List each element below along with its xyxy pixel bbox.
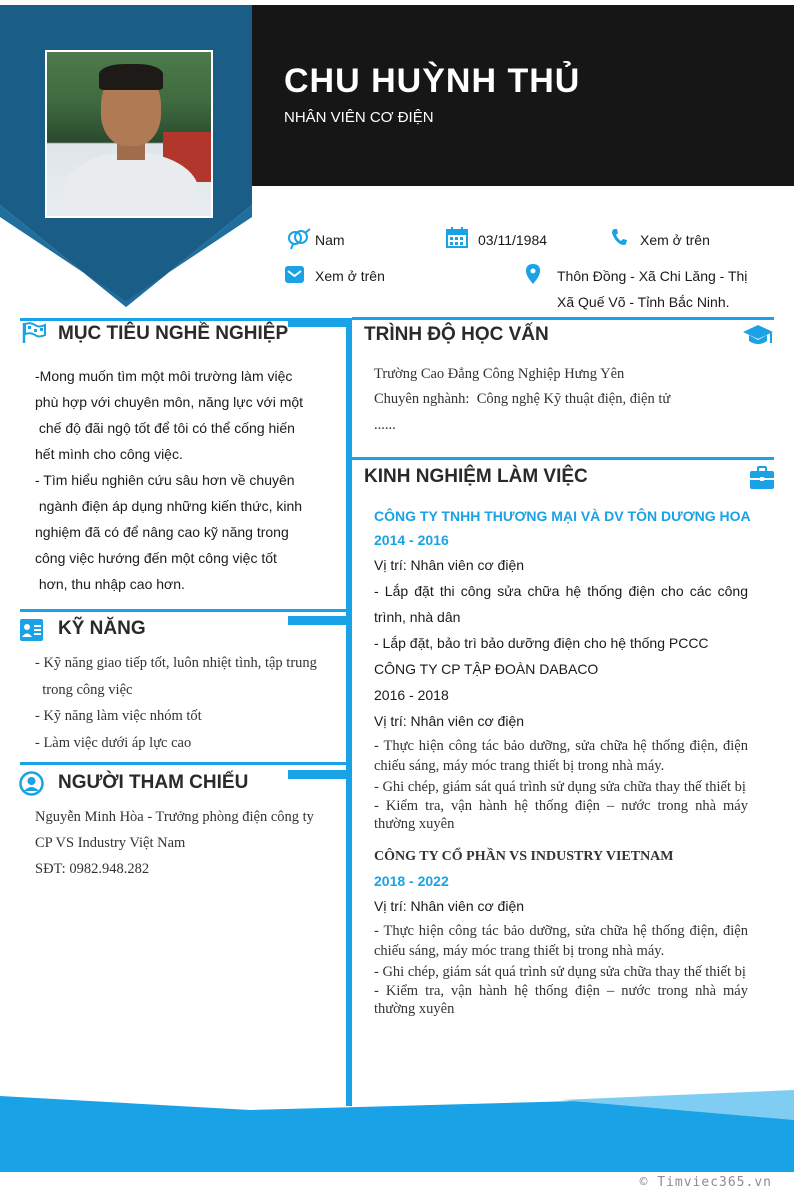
education-line: ......	[374, 417, 396, 433]
skills-accent-bar	[288, 616, 346, 625]
work-period: 2018 - 2022	[374, 873, 449, 889]
references-line: Nguyễn Minh Hòa - Trưởng phòng điện công ty	[35, 809, 314, 825]
references-line: SĐT: 0982.948.282	[35, 861, 150, 877]
objective-title: MỤC TIÊU NGHỀ NGHIỆP	[58, 323, 289, 344]
id-card-icon	[20, 619, 43, 641]
work-duty: - Lắp đặt thi công sửa chữa hệ thống điện cho các công trình, nhà dân	[374, 583, 748, 625]
skills-line: - Làm việc dưới áp lực cao	[35, 735, 192, 751]
education-title: TRÌNH ĐỘ HỌC VẤN	[364, 324, 549, 345]
copyright-text: © Timviec365.vn	[639, 1175, 772, 1190]
objective-line: hết mình cho công việc.	[35, 446, 183, 462]
company-name: CÔNG TY CP TẬP ĐOÀN DABACO	[374, 661, 599, 677]
education-rule	[352, 317, 774, 320]
objective-line: -Mong muốn tìm một môi trường làm việc	[35, 368, 293, 384]
objective-line: công việc hướng đến một công việc tốt	[35, 550, 277, 566]
company-name: CÔNG TY TNHH THƯƠNG MẠI VÀ DV TÔN DƯƠNG HOA	[374, 508, 751, 524]
skills-title: KỸ NĂNG	[58, 618, 146, 639]
footer-band	[0, 1090, 794, 1172]
education-line: Chuyên nghành: Công nghệ Kỹ thuật điện, điện tử	[374, 391, 671, 407]
work-position: Vị trí: Nhân viên cơ điện	[374, 557, 525, 573]
objective-line: - Tìm hiểu nghiên cứu sâu hơn về chuyên	[35, 472, 295, 488]
candidate-name: CHU HUỲNH THỦ	[284, 62, 581, 100]
contact-birthdate: 03/11/1984	[478, 232, 548, 248]
work-position: Vị trí: Nhân viên cơ điện	[374, 713, 525, 729]
work-duty: - Thực hiện công tác bảo dưỡng, sửa chữa hệ thống điện, điện chiếu sáng, máy móc trang thiết bị trong nhà máy.	[374, 923, 748, 959]
experience-rule	[352, 457, 774, 460]
education-line: Trường Cao Đẳng Công Nghiệp Hưng Yên	[374, 366, 625, 382]
contact-address-line2: Xã Quế Võ - Tỉnh Bắc Ninh.	[557, 294, 730, 310]
contact-phone: Xem ở trên	[640, 232, 710, 248]
graduation-cap-icon	[742, 324, 774, 348]
skills-rule	[20, 609, 346, 612]
objective-line: chế độ đãi ngộ tốt để tôi có thể cống hiến	[35, 420, 295, 436]
work-duty: - Kiểm tra, vận hành hệ thống điện – nước trong nhà máy thường xuyên	[374, 798, 748, 832]
contact-address-line1: Thôn Đồng - Xã Chi Lăng - Thị	[557, 268, 748, 284]
work-position: Vị trí: Nhân viên cơ điện	[374, 898, 525, 914]
objective-line: phù hợp với chuyên môn, năng lực với một	[35, 394, 304, 410]
work-duty: - Thực hiện công tác bảo dưỡng, sửa chữa hệ thống điện, điện chiếu sáng, máy móc trang thiết bị trong nhà máy.	[374, 738, 748, 774]
work-period: 2014 - 2016	[374, 532, 449, 548]
objective-line: hơn, thu nhập cao hơn.	[35, 576, 185, 592]
column-divider	[346, 318, 352, 1106]
references-rule	[20, 762, 346, 765]
flag-icon	[22, 322, 46, 344]
skills-line: - Kỹ năng giao tiếp tốt, luôn nhiệt tình, tập trung	[35, 655, 317, 671]
briefcase-icon	[750, 466, 774, 490]
references-title: NGƯỜI THAM CHIẾU	[58, 772, 249, 793]
company-name: CÔNG TY CỔ PHẦN VS INDUSTRY VIETNAM	[374, 849, 674, 864]
gender-icon	[286, 228, 312, 250]
references-accent-bar	[288, 770, 346, 779]
contact-email: Xem ở trên	[315, 268, 385, 284]
objective-accent-bar	[288, 318, 346, 327]
work-duty: - Lắp đặt, bảo trì bảo dưỡng điện cho hệ thống PCCC	[374, 635, 709, 651]
work-period: 2016 - 2018	[374, 687, 449, 703]
job-title: NHÂN VIÊN CƠ ĐIỆN	[284, 109, 434, 126]
calendar-icon	[446, 227, 468, 248]
objective-line: ngành điện áp dụng những kiến thức, kinh	[35, 498, 303, 514]
objective-line: nghiệm đã có để nâng cao kỹ năng trong	[35, 524, 289, 540]
experience-title: KINH NGHIỆM LÀM VIỆC	[364, 466, 588, 487]
location-pin-icon	[526, 264, 540, 284]
references-line: CP VS Industry Việt Nam	[35, 835, 186, 851]
work-duty: - Ghi chép, giám sát quá trình sử dụng sửa chữa thay thế thiết bị	[374, 779, 746, 795]
user-icon	[19, 771, 44, 796]
avatar	[45, 50, 213, 218]
phone-icon	[611, 228, 627, 246]
work-duty: - Ghi chép, giám sát quá trình sử dụng sửa chữa thay thế thiết bị	[374, 964, 746, 980]
work-duty: - Kiểm tra, vận hành hệ thống điện – nước trong nhà máy thường xuyên	[374, 983, 748, 1017]
skills-line: trong công việc	[35, 682, 133, 698]
skills-line: - Kỹ năng làm việc nhóm tốt	[35, 708, 202, 724]
contact-gender: Nam	[315, 232, 345, 248]
email-icon	[285, 266, 304, 283]
